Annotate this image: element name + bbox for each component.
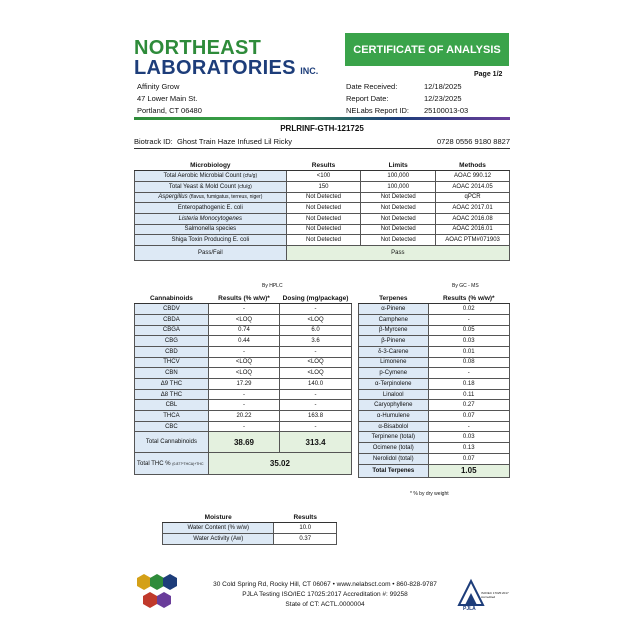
terp-name: β-Pinene (359, 336, 429, 347)
micro-method: qPCR (436, 192, 510, 203)
cann-dose: 3.6 (280, 336, 352, 347)
table-row (359, 325, 510, 336)
terp-value: 0.08 (428, 357, 509, 368)
table-row (135, 203, 510, 214)
table-row (359, 443, 510, 454)
cann-dose: 140.0 (280, 379, 352, 390)
cann-header: Cannabinoids (135, 293, 209, 304)
moisture-name: Water Content (% w/w) (163, 523, 274, 534)
micro-limit: 100,000 (361, 171, 436, 182)
micro-limit: Not Detected (361, 192, 436, 203)
total-terpenes-row (359, 464, 510, 477)
client-name: Affinity Grow (137, 82, 180, 91)
footer-address: 30 Cold Spring Rd, Rocky Hill, CT 06067 • www.nelabsct.com • 860-828-9787 (213, 581, 437, 588)
pjla-iso-text: ISO/IEC 17025:2017 Accredited (481, 591, 509, 599)
micro-method: AOAC 2017.01 (436, 203, 510, 214)
total-cannabinoids-dose: 313.4 (280, 432, 352, 453)
logo-inc: INC. (300, 66, 319, 76)
total-terpenes-label: Total Terpenes (359, 464, 429, 477)
micro-method: AOAC 990.12 (436, 171, 510, 182)
cann-dose: - (280, 304, 352, 315)
report-date: 12/23/2025 (424, 94, 462, 103)
table-row (359, 368, 510, 379)
micro-header: Results (286, 160, 361, 171)
cann-result: 17.29 (208, 379, 279, 390)
dry-weight-footnote: * % by dry weight (410, 491, 449, 497)
moisture-value: 10.0 (274, 523, 337, 534)
terp-name: α-Pinene (359, 304, 429, 315)
cann-name: Δ8 THC (135, 389, 209, 400)
pjla-text: PJLA (463, 606, 476, 612)
table-row (359, 432, 510, 443)
cann-dose: <LOQ (280, 357, 352, 368)
logo-line1: NORTHEAST (134, 37, 262, 59)
terp-name: Caryophyllene (359, 400, 429, 411)
cann-name: CBD (135, 346, 209, 357)
table-row (135, 336, 352, 347)
terp-value: 0.07 (428, 411, 509, 422)
cann-name: CBDA (135, 314, 209, 325)
cann-dose: - (280, 346, 352, 357)
micro-result: Not Detected (286, 203, 361, 214)
table-row (359, 389, 510, 400)
table-row (359, 379, 510, 390)
table-row (163, 523, 337, 534)
cann-dose: <LOQ (280, 368, 352, 379)
micro-unit: (flavus, fumigatus, terreus, niger) (189, 194, 263, 201)
microbiology-table (134, 160, 510, 261)
logo-line2: LABORATORIES (134, 57, 296, 79)
cann-name: THCV (135, 357, 209, 368)
report-date-label: Report Date: (346, 94, 389, 103)
micro-result: Not Detected (286, 213, 361, 224)
moisture-table (162, 512, 337, 545)
terp-value: - (428, 314, 509, 325)
table-row (135, 400, 352, 411)
micro-name: Salmonella species (135, 224, 287, 235)
terp-name: Camphene (359, 314, 429, 325)
cann-result: <LOQ (208, 357, 279, 368)
table-row (359, 304, 510, 315)
table-row (163, 533, 337, 544)
table-row (135, 171, 510, 182)
report-id: 25100013-03 (424, 106, 469, 115)
micro-limit: Not Detected (361, 235, 436, 246)
cann-header: Dosing (mg/package) (280, 293, 352, 304)
micro-header: Microbiology (135, 160, 287, 171)
total-thc-row (135, 453, 352, 475)
terp-value: 0.27 (428, 400, 509, 411)
moisture-value: 0.37 (274, 533, 337, 544)
cann-dose: 163.8 (280, 411, 352, 422)
table-row (135, 379, 352, 390)
table-row (359, 314, 510, 325)
terp-header: Results (% w/w)* (428, 293, 509, 304)
header-divider (134, 117, 510, 120)
sample-id: PRLRINF-GTH-121725 (280, 124, 364, 133)
cann-dose: - (280, 389, 352, 400)
micro-result: Not Detected (286, 224, 361, 235)
lab-logo (134, 39, 334, 79)
table-row (135, 213, 510, 224)
micro-header: Limits (361, 160, 436, 171)
table-row (135, 368, 352, 379)
cann-dose: - (280, 421, 352, 432)
micro-method: AOAC 2016.01 (436, 224, 510, 235)
table-row (359, 421, 510, 432)
cann-name: CBL (135, 400, 209, 411)
table-row (135, 411, 352, 422)
terp-name: α-Humulene (359, 411, 429, 422)
cann-dose: <LOQ (280, 314, 352, 325)
cann-result: 20.22 (208, 411, 279, 422)
cann-result: - (208, 304, 279, 315)
terp-value: 0.05 (428, 325, 509, 336)
cann-name: CBDV (135, 304, 209, 315)
table-row (359, 400, 510, 411)
micro-unit: (cfu/g) (242, 173, 258, 180)
total-cannabinoids-row (135, 432, 352, 453)
date-received-label: Date Received: (346, 82, 398, 91)
micro-limit: Not Detected (361, 213, 436, 224)
cann-result: <LOQ (208, 368, 279, 379)
moisture-name: Water Activity (Aw) (163, 533, 274, 544)
micro-method: AOAC PTM#071903 (436, 235, 510, 246)
table-row (359, 336, 510, 347)
cann-dose: - (280, 400, 352, 411)
terp-value: - (428, 368, 509, 379)
certificate-title: CERTIFICATE OF ANALYSIS (345, 33, 509, 66)
report-info (346, 81, 468, 117)
terp-name: Terpinene (total) (359, 432, 429, 443)
cann-result: - (208, 421, 279, 432)
client-address (137, 81, 202, 117)
cann-name: Δ9 THC (135, 379, 209, 390)
table-row (135, 389, 352, 400)
terp-value: 0.01 (428, 346, 509, 357)
table-row (135, 314, 352, 325)
terp-value: 0.03 (428, 432, 509, 443)
terp-value: 0.03 (428, 336, 509, 347)
footer-state-id: State of CT: ACTL.0000004 (285, 601, 365, 608)
passfail-row (135, 246, 510, 261)
micro-name: Total Yeast & Mold Count (168, 183, 236, 190)
table-row (135, 181, 510, 192)
micro-header: Methods (436, 160, 510, 171)
micro-method: AOAC 2014.05 (436, 181, 510, 192)
total-cannabinoids-result: 38.69 (208, 432, 279, 453)
table-row (135, 192, 510, 203)
moisture-header: Moisture (163, 512, 274, 523)
cann-name: CBC (135, 421, 209, 432)
micro-limit: Not Detected (361, 224, 436, 235)
cann-result: 0.44 (208, 336, 279, 347)
terp-name: Limonene (359, 357, 429, 368)
table-row (135, 235, 510, 246)
table-row (135, 357, 352, 368)
micro-name: Shiga Toxin Producing E. coli (135, 235, 287, 246)
client-city: Portland, CT 06480 (137, 106, 202, 115)
table-row (135, 346, 352, 357)
cann-dose: 6.0 (280, 325, 352, 336)
micro-limit: 100,000 (361, 181, 436, 192)
table-row (135, 325, 352, 336)
biotrack-row (134, 137, 510, 149)
biotrack-label: Biotrack ID: (134, 137, 173, 146)
biotrack-name: Ghost Train Haze Infused Lil Ricky (176, 137, 292, 146)
badge-icons (135, 572, 187, 612)
total-thc-label: Total THC % (137, 460, 171, 467)
terp-value: - (428, 421, 509, 432)
terp-value: 0.02 (428, 304, 509, 315)
page-number: Page 1/2 (474, 71, 503, 78)
micro-result: <100 (286, 171, 361, 182)
micro-name: Aspergillus (158, 194, 188, 201)
micro-result: Not Detected (286, 235, 361, 246)
terp-value: 0.11 (428, 389, 509, 400)
table-row (135, 224, 510, 235)
terp-value: 0.13 (428, 443, 509, 454)
micro-name: Total Aerobic Microbial Count (163, 173, 242, 180)
total-thc-value: 35.02 (208, 453, 351, 475)
terp-name: p-Cymene (359, 368, 429, 379)
cann-name: CBN (135, 368, 209, 379)
footer-accreditation: PJLA Testing ISO/IEC 17025:2017 Accreditation #: 99258 (242, 591, 408, 598)
passfail-value: Pass (286, 246, 509, 261)
total-terpenes-value: 1.05 (428, 464, 509, 477)
cann-result: <LOQ (208, 314, 279, 325)
hplc-note: By HPLC (262, 283, 283, 289)
pjla-logo (455, 575, 509, 618)
cann-name: CBG (135, 336, 209, 347)
terp-name: Nerolidol (total) (359, 453, 429, 464)
micro-name: Listeria Monocytogenes (135, 213, 287, 224)
passfail-label: Pass/Fail (135, 246, 287, 261)
micro-unit: (cfu/g) (237, 183, 252, 190)
table-row (359, 453, 510, 464)
terp-name: β-Myrcene (359, 325, 429, 336)
table-row (359, 411, 510, 422)
table-row (359, 357, 510, 368)
cann-result: - (208, 400, 279, 411)
table-row (359, 346, 510, 357)
micro-name: Enteropathogenic E. coli (135, 203, 287, 214)
terp-name: α-Bisabolol (359, 421, 429, 432)
cann-name: CBGA (135, 325, 209, 336)
date-received: 12/18/2025 (424, 82, 462, 91)
terpenes-table (358, 293, 510, 478)
terp-header: Terpenes (359, 293, 429, 304)
cann-result: - (208, 389, 279, 400)
cann-result: - (208, 346, 279, 357)
cann-result: 0.74 (208, 325, 279, 336)
micro-limit: Not Detected (361, 203, 436, 214)
micro-result: Not Detected (286, 192, 361, 203)
certification-badges (135, 572, 187, 617)
total-thc-formula: (0.877*THCA)+THC (172, 461, 204, 466)
gcms-note: By GC - MS (452, 283, 479, 289)
terp-value: 0.18 (428, 379, 509, 390)
total-cannabinoids-label: Total Cannabinoids (135, 432, 209, 453)
report-id-label: NELabs Report ID: (346, 106, 409, 115)
terp-value: 0.07 (428, 453, 509, 464)
table-row (135, 304, 352, 315)
biotrack-number: 0728 0556 9180 8827 (437, 137, 510, 146)
cann-header: Results (% w/w)* (208, 293, 279, 304)
footer (200, 580, 450, 610)
client-street: 47 Lower Main St. (137, 94, 198, 103)
moisture-header: Results (274, 512, 337, 523)
terp-name: Ocimene (total) (359, 443, 429, 454)
cann-name: THCA (135, 411, 209, 422)
cannabinoids-table (134, 293, 352, 475)
terp-name: δ-3-Carene (359, 346, 429, 357)
micro-method: AOAC 2016.08 (436, 213, 510, 224)
micro-result: 150 (286, 181, 361, 192)
table-row (135, 421, 352, 432)
terp-name: α-Terpinolene (359, 379, 429, 390)
terp-name: Linalool (359, 389, 429, 400)
